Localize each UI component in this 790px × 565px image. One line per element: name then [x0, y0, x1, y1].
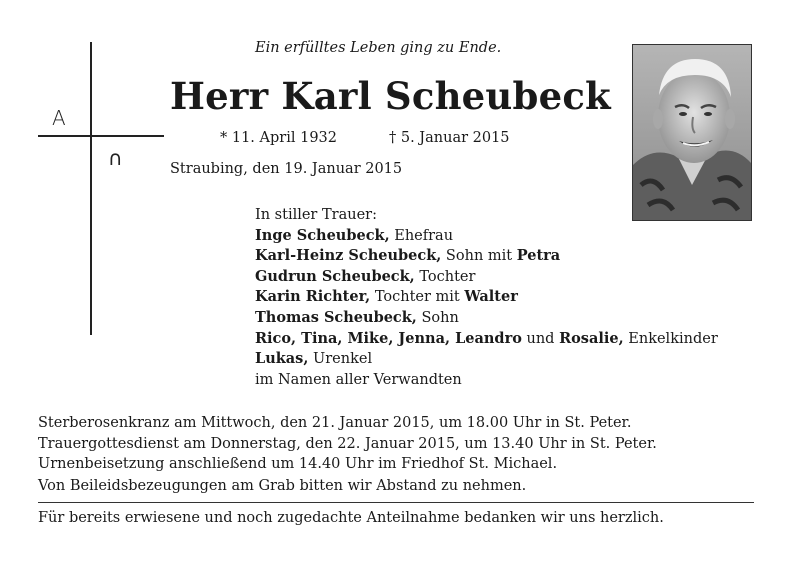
deceased-name: Herr Karl Scheubeck — [170, 74, 611, 118]
mourner-relation: Ehefrau — [389, 227, 454, 244]
mourner-name: Thomas Scheubeck, — [255, 308, 417, 326]
portrait-photo — [632, 44, 752, 221]
service-burial: Urnenbeisetzung anschließend um 14.40 Uhr im Friedhof St. Michael. — [38, 456, 558, 472]
divider-line — [38, 502, 754, 503]
mourner-name: Rico, Tina, Mike, Jenna, Leandro — [255, 329, 522, 347]
mourner-row — [255, 329, 718, 350]
mourner-name: Petra — [516, 247, 561, 265]
omega-symbol: ∩ — [108, 146, 123, 170]
mourner-row — [255, 267, 718, 288]
mourner-name: Karl-Heinz Scheubeck, — [255, 247, 442, 265]
mourner-row — [255, 226, 718, 247]
cross-vertical-bar — [90, 42, 92, 335]
mourner-name: Inge Scheubeck, — [255, 226, 390, 244]
mourner-relation: im Namen aller Verwandten — [255, 371, 462, 388]
mourners-intro: In stiller Trauer: — [255, 207, 377, 223]
condolence-request: Von Beileidsbezeugungen am Grab bitten wir Abstand zu nehmen. — [38, 478, 527, 494]
service-rosary: Sterberosenkranz am Mittwoch, den 21. Januar 2015, um 18.00 Uhr in St. Peter. — [38, 415, 632, 431]
life-dates — [220, 130, 510, 146]
mourner-name: Gudrun Scheubeck, — [255, 267, 415, 285]
birth-date: * 11. April 1932 — [220, 130, 337, 146]
mourner-relation: Tochter — [414, 268, 476, 285]
service-mass: Trauergottesdienst am Donnerstag, den 22. Januar 2015, um 13.40 Uhr in St. Peter. — [38, 435, 657, 452]
mourner-row — [255, 349, 718, 370]
mourner-relation: und — [521, 330, 560, 347]
mourner-row — [255, 287, 718, 308]
mourner-relation: Enkelkinder — [623, 330, 718, 347]
motto: Ein erfülltes Leben ging zu Ende. — [255, 40, 502, 56]
mourner-name: Karin Richter, — [255, 288, 371, 306]
service-details — [38, 413, 657, 475]
cross-horizontal-bar — [38, 135, 164, 137]
mourner-relation: Sohn mit — [441, 248, 517, 265]
mourner-row — [255, 246, 718, 267]
death-date: † 5. Januar 2015 — [389, 130, 510, 146]
mourner-relation: Urenkel — [308, 351, 373, 368]
mourner-name: Walter — [464, 288, 518, 306]
place-and-date: Straubing, den 19. Januar 2015 — [170, 161, 403, 177]
mourner-row — [255, 370, 718, 391]
mourner-relation: Sohn — [416, 309, 459, 326]
mourner-name: Rosalie, — [559, 329, 624, 347]
mourner-relation: Tochter mit — [370, 289, 465, 306]
mourner-name: Lukas, — [255, 350, 309, 368]
mourners-list — [255, 205, 718, 390]
thanks-note: Für bereits erwiesene und noch zugedachte Anteilnahme bedanken wir uns herzlich. — [38, 510, 664, 526]
obituary-notice — [20, 20, 760, 540]
alpha-symbol: A — [52, 106, 66, 130]
mourner-row — [255, 308, 718, 329]
